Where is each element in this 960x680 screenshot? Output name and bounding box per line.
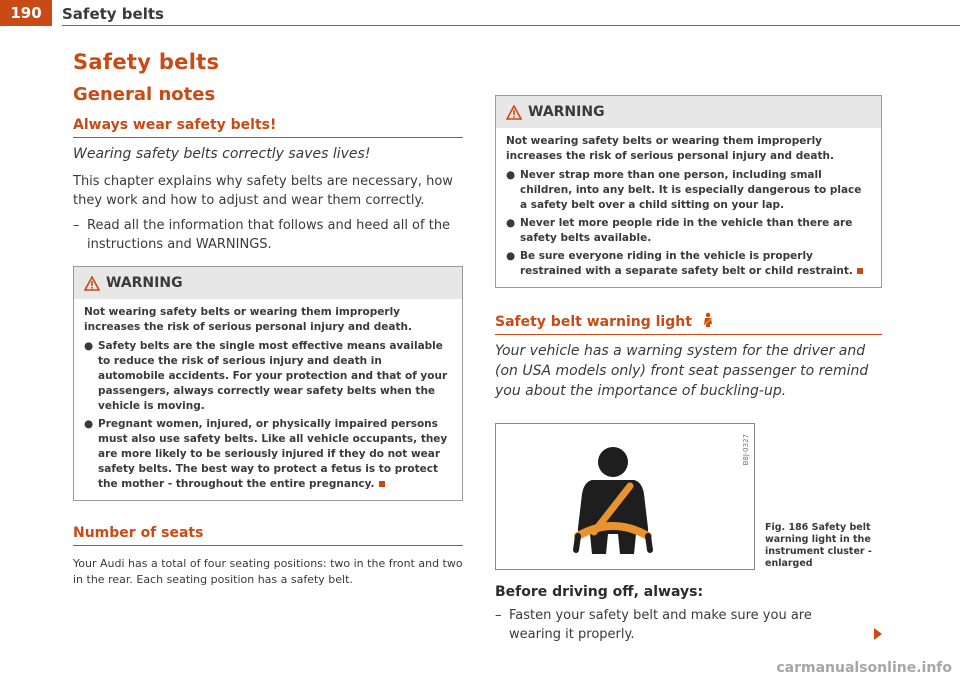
warning-header xyxy=(496,96,881,128)
warning-bullet-text: Never strap more than one person, including small children, into any belt. It is especially dangerous to place a safety belt over a child sitting on your lap. xyxy=(520,169,862,211)
warning-triangle-icon xyxy=(84,276,100,291)
chapter-title: Safety belts xyxy=(73,50,220,74)
seatbelt-warning-icon xyxy=(701,312,715,328)
seatbelt-figure-icon xyxy=(496,424,754,569)
warning-light-title: Safety belt warning light xyxy=(495,312,882,335)
warning-bullet: ● Safety belts are the single most effective means available to reduce the risk of serious injury and death in automobile accidents. For your protection and that of your passengers, always correctly wear safety belts when the vehicle is moving. xyxy=(84,339,452,414)
section-title: General notes xyxy=(73,84,216,105)
dash-list-item: – Fasten your safety belt and make sure you are wearing it properly. xyxy=(495,606,882,644)
warning-title: WARNING xyxy=(106,275,183,291)
warning-bullet-text: Never let more people ride in the vehicle than there are safety belts available. xyxy=(520,217,853,244)
end-marker-icon xyxy=(857,268,863,274)
warning-body xyxy=(74,299,462,500)
dash-list-item: – Read all the information that follows and heed all of the instructions and WARNINGS. xyxy=(73,216,463,254)
warning-body xyxy=(496,128,881,287)
body-paragraph: This chapter explains why safety belts are necessary, how they work and how to adjust and wear them correctly. xyxy=(73,174,453,208)
seats-title: Number of seats xyxy=(73,525,463,546)
warning-bullet-text: Be sure everyone riding in the vehicle is properly restrained with a separate safety belt or child restraint. xyxy=(520,250,853,277)
intro-text: Wearing safety belts correctly saves lives! xyxy=(73,146,371,162)
warning-bullet: ● Pregnant women, injured, or physically impaired persons must also use safety belts. Like all vehicle occupants, they are more likely to be seriously injured if they do not wear safety belts. The best way to protect a fetus is to protect the mother - throughout the entire pregnancy. xyxy=(84,418,448,490)
continue-arrow-icon xyxy=(874,628,882,640)
right-column xyxy=(495,95,882,644)
warning-bullet: ● Never strap more than one person, including small children, into any belt. It is especially dangerous to place a safety belt over a child sitting on your lap. xyxy=(506,168,871,213)
figure xyxy=(495,423,882,570)
watermark: carmanualsonline.info xyxy=(776,660,952,676)
subsection-title: Always wear safety belts! xyxy=(73,117,463,138)
end-marker-icon xyxy=(379,481,385,487)
warning-bullet: ● Be sure everyone riding in the vehicle is properly restrained with a separate safety belt or child restraint. xyxy=(506,249,871,279)
warning-triangle-icon xyxy=(506,105,522,120)
warning-header xyxy=(74,267,462,299)
dash-list-item-text: Fasten your safety belt and make sure you are wearing it properly. xyxy=(509,608,812,642)
warning-light-intro: Your vehicle has a warning system for the driver and (on USA models only) front seat passenger to remind you about the importance of buckling-up. xyxy=(495,343,869,399)
warning-box xyxy=(495,95,882,288)
warning-bullet: ● Never let more people ride in the vehicle than there are safety belts available. xyxy=(506,216,871,246)
warning-title: WARNING xyxy=(528,104,605,120)
warning-lead: Not wearing safety belts or wearing them improperly increases the risk of serious personal injury and death. xyxy=(84,306,412,333)
page-number: 190 xyxy=(0,0,52,26)
figure-caption: Fig. 186 Safety belt warning light in the instrument cluster - enlarged xyxy=(765,522,872,569)
figure-code: B8J-0327 xyxy=(742,434,750,466)
left-column xyxy=(73,50,463,588)
header-title: Safety belts xyxy=(62,5,164,23)
warning-lead: Not wearing safety belts or wearing them improperly increases the risk of serious personal injury and death. xyxy=(506,135,834,162)
dash-list-item-text: Read all the information that follows and heed all of the instructions and WARNINGS. xyxy=(87,218,451,252)
header-rule xyxy=(62,25,960,26)
figure-image xyxy=(495,423,755,570)
seats-text: Your Audi has a total of four seating positions: two in the front and two in the rear. Each seating position has a safety belt. xyxy=(73,557,463,586)
before-driving-title: Before driving off, always: xyxy=(495,584,704,600)
warning-bullet-text: Safety belts are the single most effective means available to reduce the risk of serious injury and death in automobile accidents. For your protection and that of your passengers, always correctly wear safety belts when the vehicle is moving. xyxy=(98,340,448,412)
warning-box xyxy=(73,266,463,501)
warning-bullet-text: Pregnant women, injured, or physically impaired persons must also use safety belts. Like all vehicle occupants, they are more likely to be seriously injured if they do not wear safety belts. The best way to protect a fetus is to protect the mother - throughout the entire pregnancy. xyxy=(98,418,448,490)
